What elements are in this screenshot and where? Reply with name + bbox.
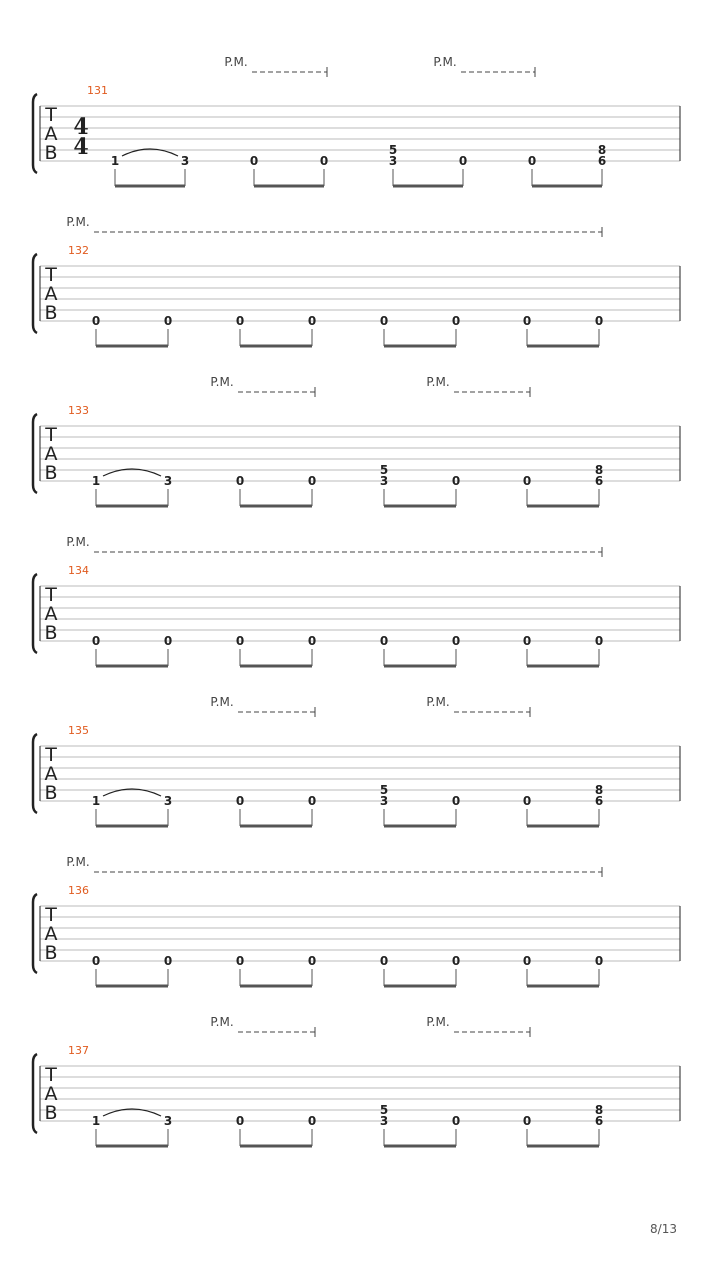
fret-number: 0 [451, 794, 461, 808]
tab-clef-letter: T [45, 104, 57, 126]
palm-mute-label: P.M. [210, 375, 234, 389]
fret-number: 1 [91, 474, 101, 488]
tab-clef-letter: A [44, 443, 58, 465]
fret-number: 0 [451, 634, 461, 648]
system-bracket [33, 254, 37, 333]
fret-number: 0 [235, 954, 245, 968]
fret-number: 6 [594, 474, 604, 488]
fret-number: 6 [594, 1114, 604, 1128]
tab-clef-letter: T [45, 584, 57, 606]
fret-number-upper: 8 [594, 463, 604, 477]
fret-number: 0 [249, 154, 259, 168]
measure-number: 133 [68, 404, 89, 417]
measure-number: 134 [68, 564, 89, 577]
fret-number-upper: 5 [388, 143, 398, 157]
fret-number: 0 [522, 474, 532, 488]
tab-clef-letter: T [45, 424, 57, 446]
measure-number: 135 [68, 724, 89, 737]
fret-number: 3 [379, 794, 389, 808]
tab-clef-letter: A [44, 1083, 58, 1105]
tab-clef-letter: T [45, 264, 57, 286]
palm-mute-label: P.M. [210, 1015, 234, 1029]
fret-number: 0 [91, 314, 101, 328]
fret-number: 0 [307, 634, 317, 648]
fret-number: 0 [163, 314, 173, 328]
fret-number-upper: 8 [594, 783, 604, 797]
fret-number: 0 [235, 794, 245, 808]
fret-number: 6 [594, 794, 604, 808]
tab-clef-letter: B [44, 142, 58, 164]
fret-number: 0 [594, 954, 604, 968]
tab-clef-letter: B [44, 462, 58, 484]
measure-number: 132 [68, 244, 89, 257]
fret-number: 0 [235, 314, 245, 328]
fret-number: 0 [307, 1114, 317, 1128]
tab-clef-letter: A [44, 283, 58, 305]
system-bracket [33, 94, 37, 173]
time-signature-bottom: 4 [73, 134, 89, 160]
palm-mute-label: P.M. [66, 535, 90, 549]
system-bracket [33, 574, 37, 653]
fret-number: 0 [522, 794, 532, 808]
fret-number: 0 [379, 634, 389, 648]
tab-clef-letter: B [44, 302, 58, 324]
fret-number: 0 [458, 154, 468, 168]
fret-number: 1 [91, 1114, 101, 1128]
fret-number-upper: 8 [597, 143, 607, 157]
fret-number: 3 [163, 1114, 173, 1128]
fret-number: 3 [163, 794, 173, 808]
tab-clef-letter: T [45, 1064, 57, 1086]
fret-number: 0 [522, 314, 532, 328]
fret-number: 0 [594, 314, 604, 328]
fret-number: 0 [307, 314, 317, 328]
tab-clef-letter: B [44, 942, 58, 964]
fret-number-upper: 5 [379, 783, 389, 797]
fret-number: 0 [451, 1114, 461, 1128]
fret-number: 6 [597, 154, 607, 168]
fret-number: 0 [451, 474, 461, 488]
fret-number: 0 [307, 474, 317, 488]
fret-number: 0 [91, 954, 101, 968]
palm-mute-label: P.M. [426, 375, 450, 389]
tab-clef-letter: T [45, 744, 57, 766]
fret-number: 3 [379, 474, 389, 488]
fret-number: 3 [388, 154, 398, 168]
fret-number: 0 [527, 154, 537, 168]
palm-mute-label: P.M. [224, 55, 248, 69]
system-bracket [33, 414, 37, 493]
fret-number: 0 [91, 634, 101, 648]
palm-mute-label: P.M. [426, 695, 450, 709]
fret-number: 3 [163, 474, 173, 488]
fret-number: 0 [379, 954, 389, 968]
fret-number: 1 [91, 794, 101, 808]
measure-number: 131 [87, 84, 108, 97]
tab-clef-letter: A [44, 603, 58, 625]
fret-number: 0 [235, 1114, 245, 1128]
fret-number-upper: 5 [379, 463, 389, 477]
fret-number: 0 [235, 634, 245, 648]
fret-number: 0 [522, 634, 532, 648]
system-bracket [33, 734, 37, 813]
palm-mute-label: P.M. [210, 695, 234, 709]
palm-mute-label: P.M. [426, 1015, 450, 1029]
palm-mute-label: P.M. [66, 855, 90, 869]
tab-clef-letter: A [44, 923, 58, 945]
tab-clef-letter: A [44, 763, 58, 785]
fret-number-upper: 5 [379, 1103, 389, 1117]
tab-clef-letter: B [44, 1102, 58, 1124]
system-bracket [33, 1054, 37, 1133]
fret-number: 1 [110, 154, 120, 168]
fret-number: 0 [163, 954, 173, 968]
fret-number: 3 [180, 154, 190, 168]
tab-clef-letter: A [44, 123, 58, 145]
page-number: 8/13 [650, 1222, 677, 1236]
tab-clef-letter: T [45, 904, 57, 926]
fret-number: 0 [522, 1114, 532, 1128]
palm-mute-label: P.M. [433, 55, 457, 69]
fret-number: 3 [379, 1114, 389, 1128]
fret-number: 0 [522, 954, 532, 968]
fret-number: 0 [451, 954, 461, 968]
fret-number: 0 [379, 314, 389, 328]
measure-number: 137 [68, 1044, 89, 1057]
fret-number: 0 [451, 314, 461, 328]
measure-number: 136 [68, 884, 89, 897]
fret-number: 0 [594, 634, 604, 648]
fret-number-upper: 8 [594, 1103, 604, 1117]
fret-number: 0 [307, 794, 317, 808]
palm-mute-label: P.M. [66, 215, 90, 229]
tab-clef-letter: B [44, 622, 58, 644]
system-bracket [33, 894, 37, 973]
fret-number: 0 [319, 154, 329, 168]
time-signature-top: 4 [73, 114, 89, 140]
tab-clef-letter: B [44, 782, 58, 804]
fret-number: 0 [235, 474, 245, 488]
fret-number: 0 [163, 634, 173, 648]
fret-number: 0 [307, 954, 317, 968]
